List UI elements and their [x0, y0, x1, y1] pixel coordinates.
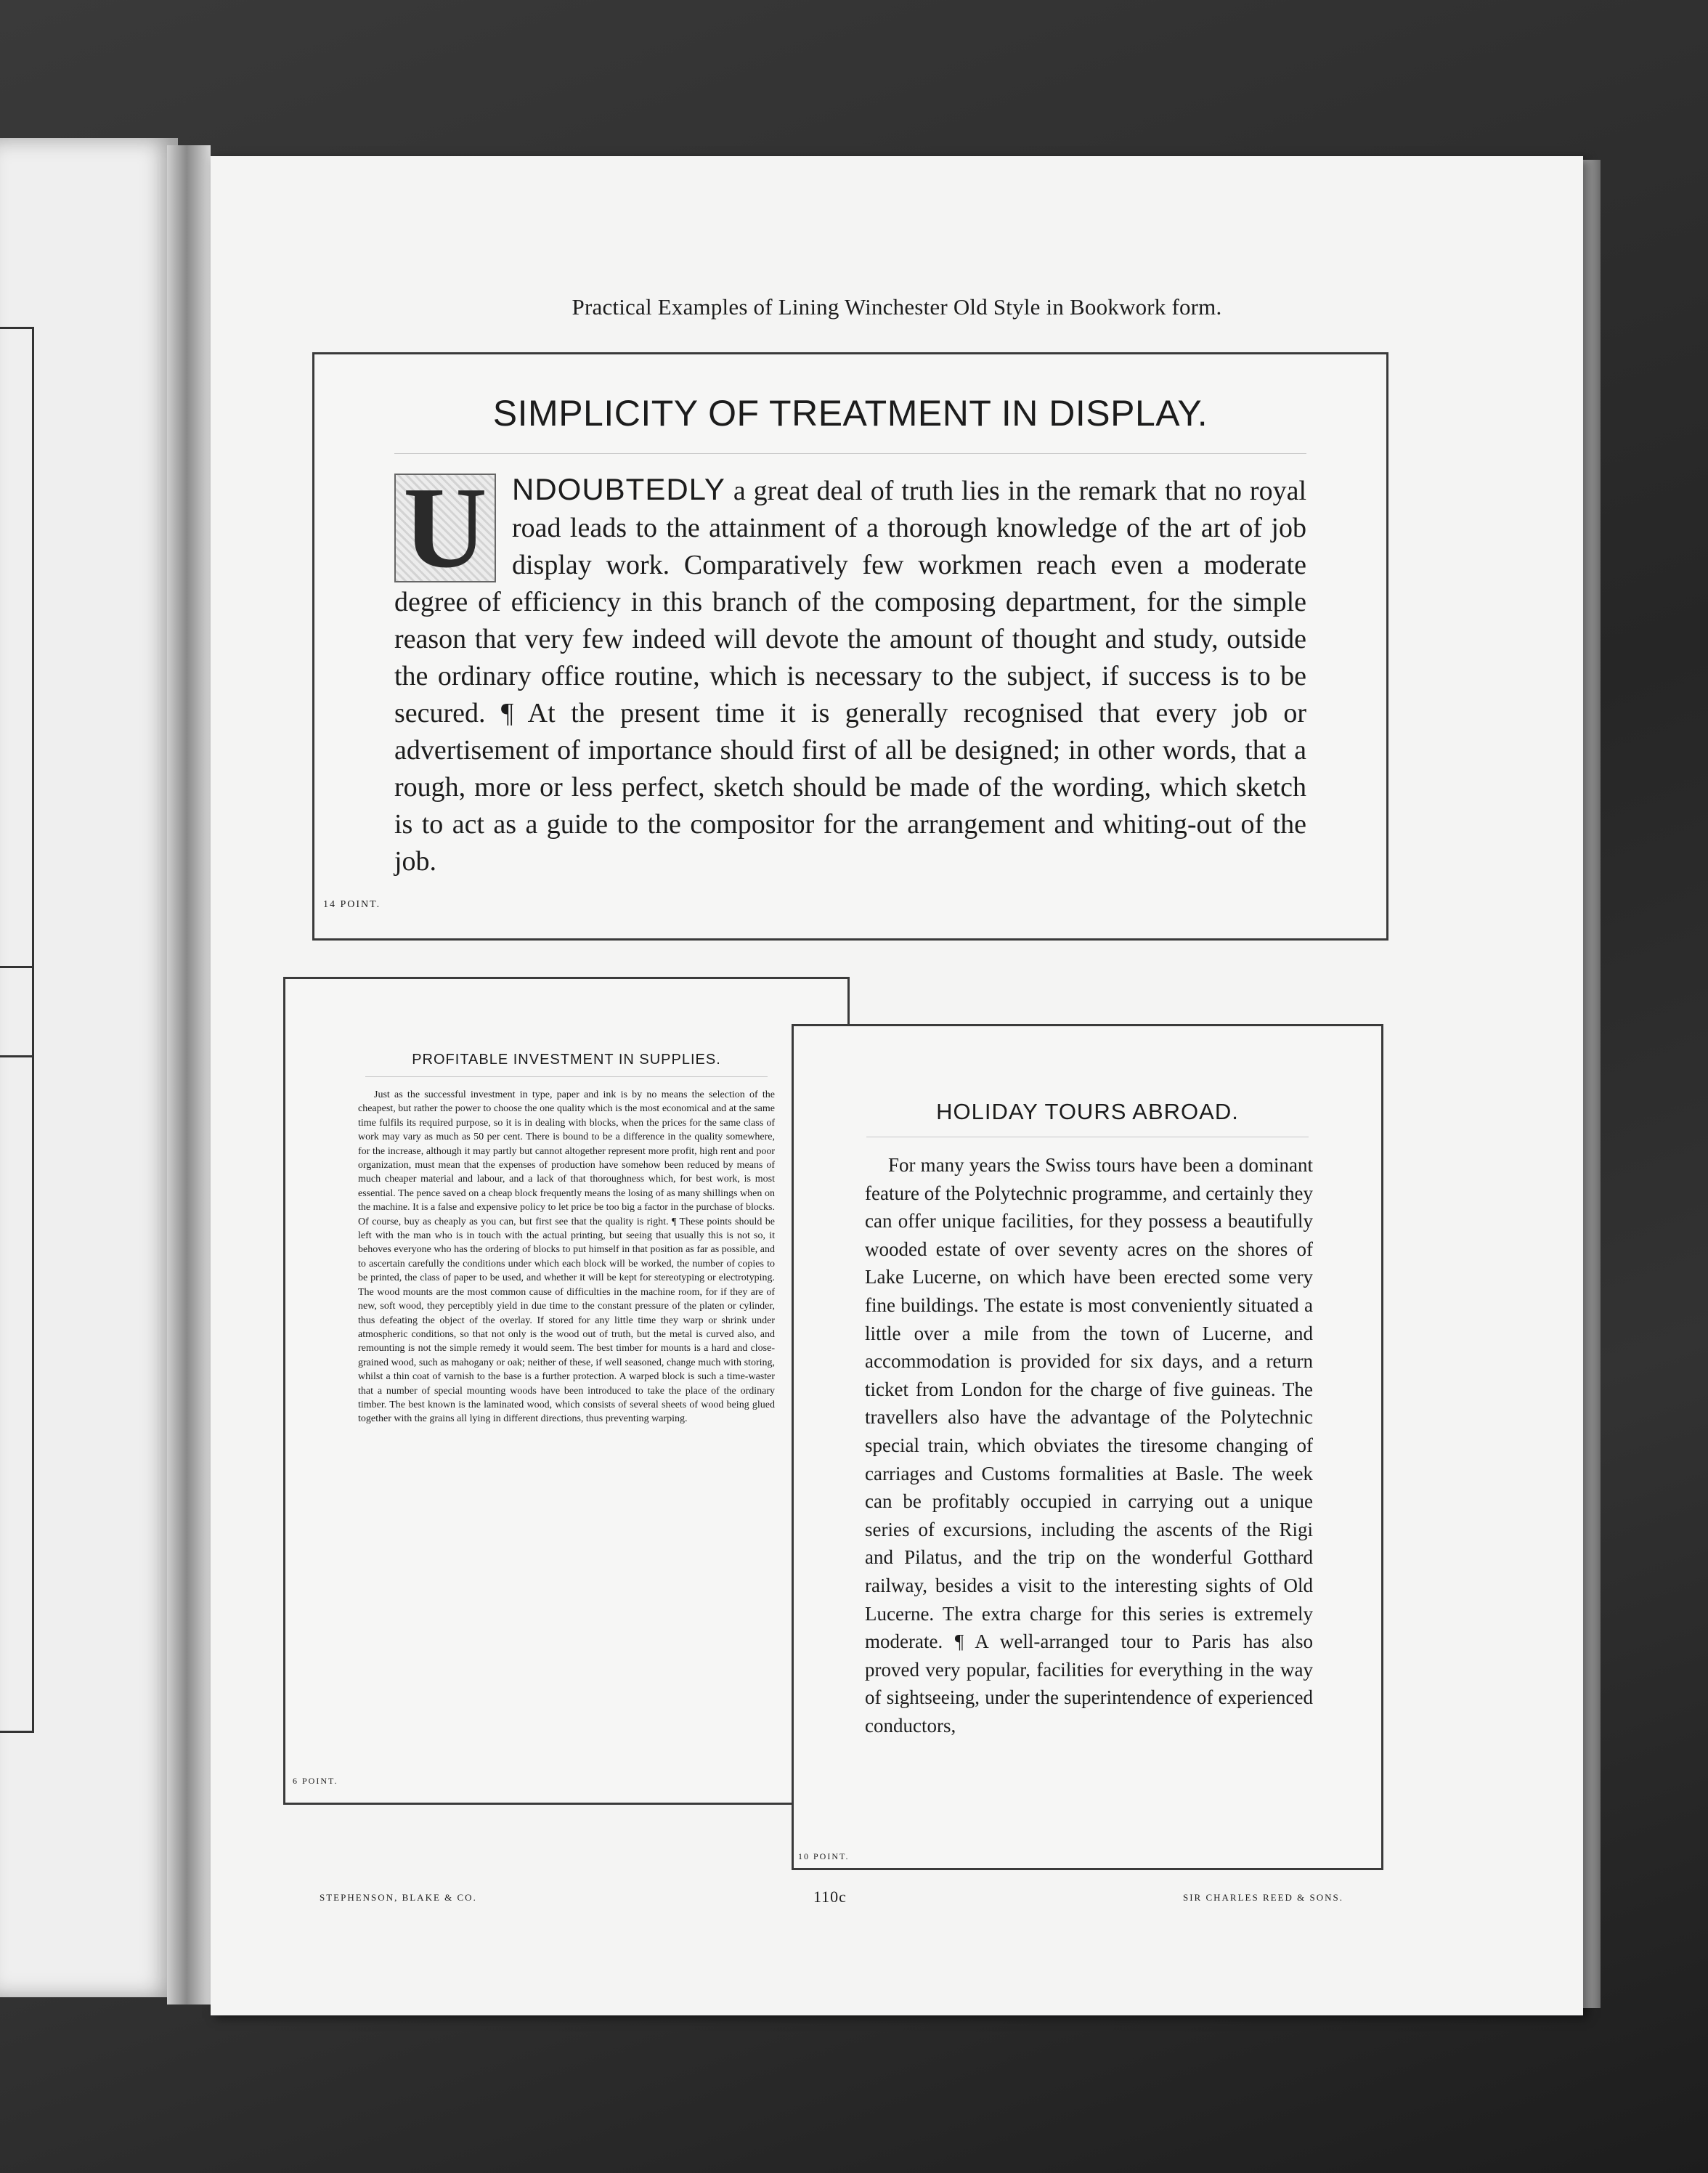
- specimen-page: [211, 156, 1583, 2015]
- title-rule: [394, 453, 1306, 454]
- initial-letter: U: [403, 474, 487, 582]
- right-body-text: For many years the Swiss tours have been a dominant feature of the Polytechnic programme, and certainly they can offer unique facilities, for they possess a beautifully wooded estate of over seventy acres on the shores of Lake Lucerne, on which have been erected some very fine buildings. The estate is most conveniently situated a little over a mile from the town of Lucerne, and accommodation is provided for six days, and a return ticket from London for the charge of five guineas. The travellers also have the advantage of the Polytechnic special train, which obviates the tiresome changing of carriages and Customs formalities at Basle. The week can be profitably occupied in carrying out a unique series of excursions, including the ascents of the Rigi and Pilatus, and the trip on the wonderful Gotthard railway, besides a visit to the interesting sights of Old Lucerne. The extra charge for this series is extremely moderate. ¶ A well-arranged tour to Paris has also proved very popular, facilities for everything in the way of sightseeing, under the superintendence of experienced conductors,: [865, 1154, 1313, 1737]
- running-head: Practical Examples of Lining Winchester Old Style in Bookwork form.: [572, 294, 1222, 320]
- right-specimen-box: [792, 1024, 1383, 1870]
- main-title: SIMPLICITY OF TREATMENT IN DISPLAY.: [492, 393, 1208, 434]
- facing-page-frame: [0, 327, 34, 1057]
- lead-word: NDOUBTEDLY: [512, 472, 725, 506]
- title-rule: [365, 1076, 768, 1077]
- book-spine: [167, 145, 211, 2005]
- left-specimen-box: [283, 977, 850, 1805]
- point-size-label: 10 POINT.: [798, 1851, 850, 1861]
- right-title: HOLIDAY TOURS ABROAD.: [936, 1099, 1239, 1124]
- left-title: PROFITABLE INVESTMENT IN SUPPLIES.: [412, 1052, 721, 1068]
- page-number: 110c: [813, 1888, 847, 1906]
- page-edge: [1583, 160, 1601, 2008]
- point-size-label: 6 POINT.: [293, 1776, 338, 1786]
- left-body-text: Just as the successful investment in type, paper and ink is by no means the selection of the cheapest, but rather the power to choose the one quality which is the most economical and at the same time fulfils its required purpose, so it is in dealing with blocks, when the prices for the same class of work may vary as much as 50 per cent. There is bound to be a difference in the quality somewhere, for the increase, although it may partly but cannot altogether represent more profit, high rent and poor organization, must mean that the expenses of production have somehow been reduced by means of much cheaper material and labour, and a lack of that thoroughness which, for best work, is most essential. The pence saved on a cheap block frequently means the losing of as many shillings when on the machine. It is a false and expensive policy to let price be too big a factor in the purchase of blocks. Of course, buy as cheaply as you can, but first see that the quality is right. ¶ These points should be left with the man who is in touch with the actual printing, but seeing that usually this is not so, it behoves everyone who has the ordering of blocks to put himself in that position as far as possible, and to ascertain carefully the conditions under which each block will be worked, the number of copies to be printed, the class of paper to be used, and whether it will be kept for stereotyping or electrotyping. The wood mounts are the most common cause of difficulties in the machine room, for if they are of new, soft wood, they perceptibly yield in due time to the constant pressure of the platen or cylinder, thus defeating the object of the overlay. If stored for any little time they warp or shrink under atmospheric conditions, so that not only is the wood out of truth, but the metal is curved also, and remounting is not the simple remedy it would seem. The best timber for mounts is a hard and close-grained wood, such as mahogany or oak; neither of these, if well seasoned, change much with storing, whilst a thin coat of varnish to the base is a further protection. A warped block is such a time-waster that a number of special mounting woods have been introduced to take the place of the ordinary timber. The best known is the laminated wood, which consists of several sheets of wood being glued together with the grains all lying in different directions, thus preventing warping.: [358, 1089, 775, 1425]
- footer-founder-right: SIR CHARLES REED & SONS.: [1183, 1892, 1343, 1903]
- main-specimen-box: [312, 352, 1388, 941]
- facing-page-left: [0, 138, 178, 1997]
- ornamental-initial: [394, 474, 496, 582]
- footer-founder-left: STEPHENSON, BLAKE & CO.: [320, 1892, 477, 1903]
- main-body-text: a great deal of truth lies in the remark that no royal road leads to the attainment of a thorough knowledge of the art of job display work. Comparatively few workmen reach even a moderate degree of efficiency in this branch of the composing department, for the simple reason that very few indeed will devote the amount of thought and study, outside the ordinary office routine, which is necessary to the subject, if success is to be secured. ¶ At the present time it is generally recognised that every job or advertisement of importance should first of all be designed; in other words, that a rough, more or less perfect, sketch should be made of the wording, which sketch is to act as a guide to the compositor for the arrangement and whiting-out of the job.: [394, 476, 1306, 877]
- main-body: [394, 471, 1306, 880]
- point-size-label: 14 POINT.: [323, 899, 381, 910]
- facing-page-frame: [0, 966, 34, 1733]
